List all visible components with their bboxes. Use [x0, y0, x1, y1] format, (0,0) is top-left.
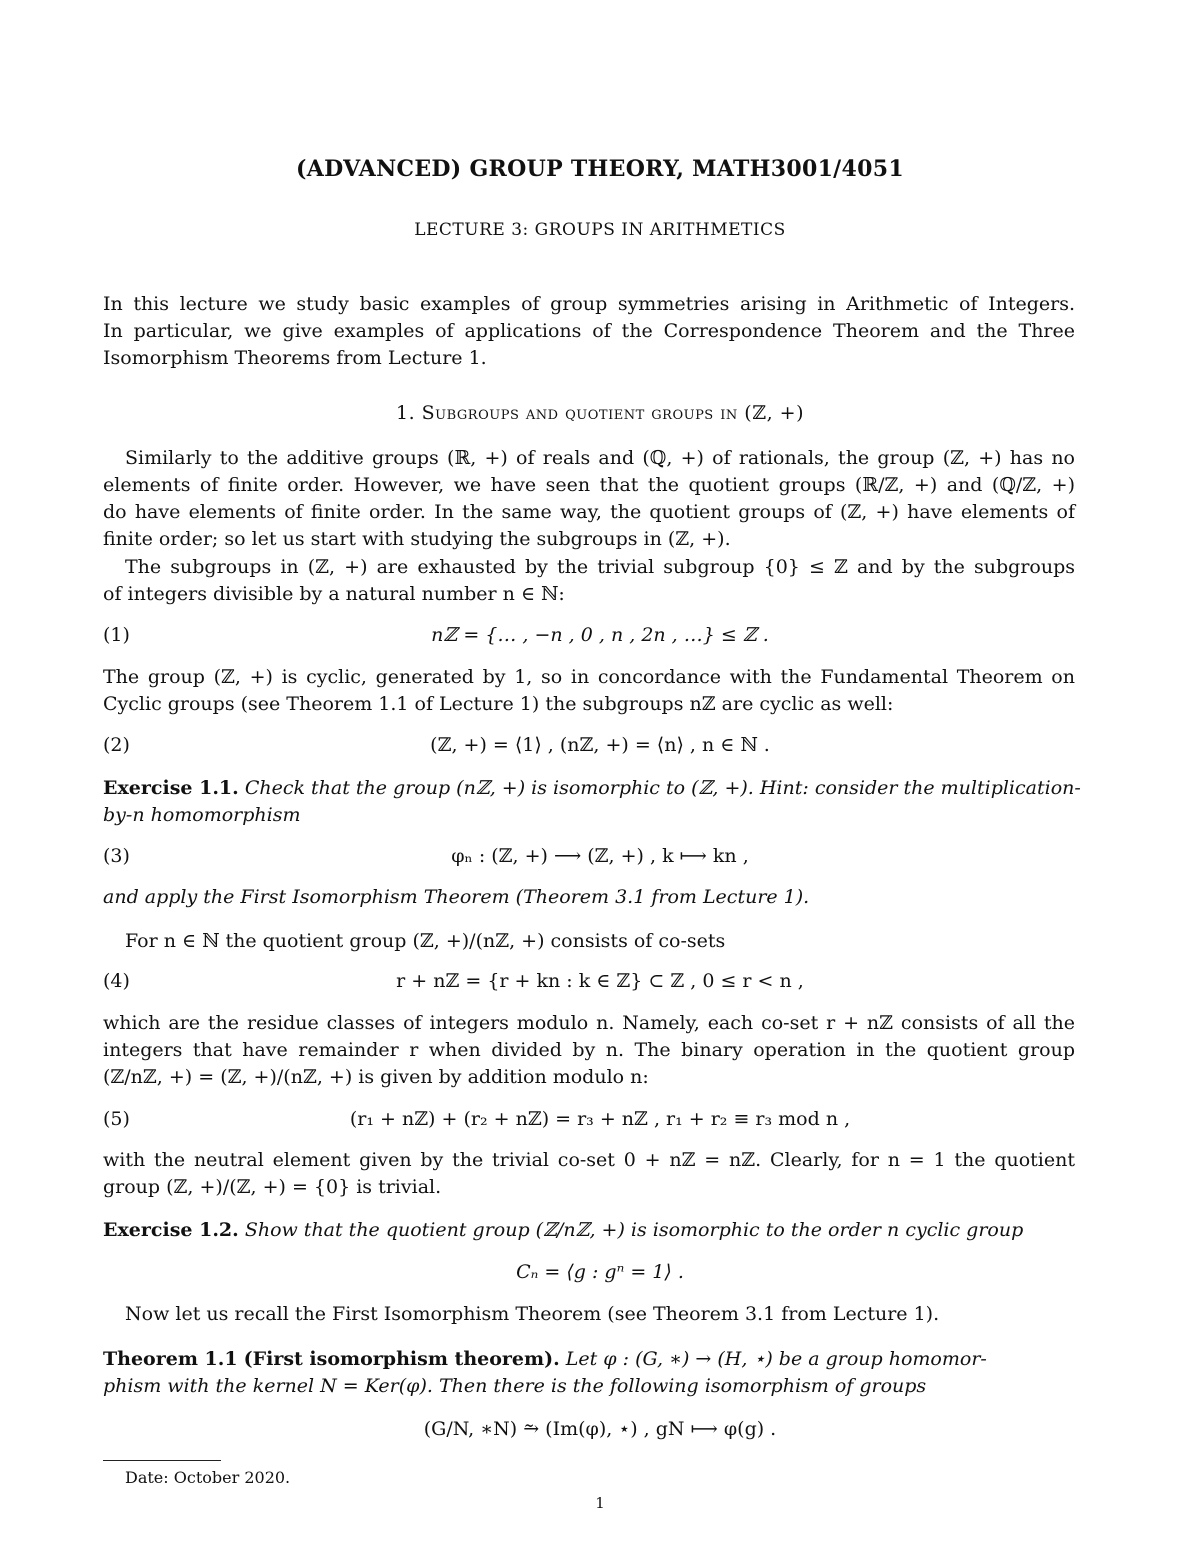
- footnote-rule: [103, 1460, 221, 1461]
- exercise-1-1-label: Exercise 1.1.: [103, 777, 239, 799]
- theorem-1-1-equation: (G/N, ∗N) ⥲ (Im(φ), ⋆) , gN ⟼ φ(g) .: [423, 1418, 777, 1440]
- para5-line-2: integers that have remainder r when divided by n. The binary operation in the quotient group: [103, 1039, 1075, 1061]
- theorem-1-1-name: (First isomorphism theorem).: [243, 1348, 560, 1370]
- page-number: 1: [595, 1494, 605, 1512]
- footnote-date: Date: October 2020.: [125, 1468, 291, 1487]
- para4: For n ∈ ℕ the quotient group (ℤ, +)/(nℤ, +) consists of co-sets: [125, 930, 726, 952]
- para1-line-4: finite order; so let us start with studying the subgroups in (ℤ, +).: [103, 528, 731, 550]
- equation-1: nℤ = {… , −n , 0 , n , 2n , …} ≤ ℤ .: [431, 624, 769, 646]
- exercise-1-1-line-2: by-n homomorphism: [103, 804, 301, 826]
- equation-5: (r₁ + nℤ) + (r₂ + nℤ) = r₃ + nℤ , r₁ + r₂ ≡ r₃ mod n ,: [349, 1108, 851, 1130]
- exercise-1-1-text: Check that the group (nℤ, +) is isomorphic to (ℤ, +). Hint: consider the multiplication-: [244, 777, 1081, 799]
- intro-line-3: Isomorphism Theorems from Lecture 1.: [103, 347, 487, 369]
- equation-number-3: (3): [103, 845, 130, 867]
- equation-number-5: (5): [103, 1108, 130, 1130]
- equation-4: r + nℤ = {r + kn : k ∈ ℤ} ⊂ ℤ , 0 ≤ r < n ,: [396, 970, 804, 992]
- para7: Now let us recall the First Isomorphism Theorem (see Theorem 3.1 from Lecture 1).: [125, 1303, 940, 1325]
- exercise-1-2-label: Exercise 1.2.: [103, 1219, 239, 1241]
- exercise-1-1: [103, 777, 1118, 799]
- para2-line-1: The subgroups in (ℤ, +) are exhausted by the trivial subgroup {0} ≤ ℤ and by the subgroups: [125, 556, 1075, 578]
- para3-line-2: Cyclic groups (see Theorem 1.1 of Lecture 1) the subgroups nℤ are cyclic as well:: [103, 693, 894, 715]
- section-heading: 1. Subgroups and quotient groups in (ℤ, +): [395, 402, 804, 424]
- equation-number-1: (1): [103, 624, 130, 646]
- para1-line-1: Similarly to the additive groups (ℝ, +) of reals and (ℚ, +) of rationals, the group (ℤ, +) has no: [125, 447, 1075, 469]
- document-title: (ADVANCED) GROUP THEORY, MATH3001/4051: [296, 156, 904, 182]
- exercise-1-2-equation: Cₙ = ⟨g : gⁿ = 1⟩ .: [516, 1261, 684, 1283]
- exercise-1-1-line-3: and apply the First Isomorphism Theorem (Theorem 3.1 from Lecture 1).: [103, 886, 810, 908]
- para2-line-2: of integers divisible by a natural number n ∈ ℕ:: [103, 583, 565, 605]
- intro-line-2: In particular, we give examples of applications of the Correspondence Theorem and the Three: [103, 320, 1075, 342]
- equation-2: (ℤ, +) = ⟨1⟩ , (nℤ, +) = ⟨n⟩ , n ∈ ℕ .: [430, 734, 770, 756]
- para6-line-1: with the neutral element given by the trivial co-set 0 + nℤ = nℤ. Clearly, for n = 1 the quotient: [103, 1149, 1075, 1171]
- equation-number-2: (2): [103, 734, 130, 756]
- para5-line-3: (ℤ/nℤ, +) = (ℤ, +)/(nℤ, +) is given by addition modulo n:: [103, 1066, 649, 1088]
- lecture-subtitle: LECTURE 3: GROUPS IN ARITHMETICS: [414, 220, 786, 240]
- para5-line-1: which are the residue classes of integers modulo n. Namely, each co-set r + nℤ consists of all the: [103, 1012, 1075, 1034]
- para1-line-2: elements of finite order. However, we have seen that the quotient groups (ℝ/ℤ, +) and (ℚ/ℤ, +): [103, 474, 1075, 496]
- para1-line-3: do have elements of finite order. In the same way, the quotient groups of (ℤ, +) have elements of: [103, 501, 1075, 523]
- para6-line-2: group (ℤ, +)/(ℤ, +) = {0} is trivial.: [103, 1176, 442, 1198]
- exercise-1-2-text: Show that the quotient group (ℤ/nℤ, +) is isomorphic to the order n cyclic group: [244, 1219, 1024, 1241]
- para3-line-1: The group (ℤ, +) is cyclic, generated by 1, so in concordance with the Fundamental Theorem on: [103, 666, 1075, 688]
- exercise-1-2: [103, 1219, 1023, 1241]
- theorem-1-1-label: Theorem 1.1: [103, 1348, 238, 1370]
- theorem-1-1: [103, 1348, 987, 1370]
- intro-line-1: In this lecture we study basic examples of group symmetries arising in Arithmetic of Integers.: [103, 293, 1075, 315]
- theorem-1-1-line-2: phism with the kernel N = Ker(φ). Then there is the following isomorphism of groups: [103, 1375, 927, 1397]
- theorem-1-1-text: Let φ : (G, ∗) → (H, ⋆) be a group homomor-: [565, 1348, 987, 1370]
- equation-3: φₙ : (ℤ, +) ⟶ (ℤ, +) , k ⟼ kn ,: [451, 845, 749, 867]
- equation-number-4: (4): [103, 970, 130, 992]
